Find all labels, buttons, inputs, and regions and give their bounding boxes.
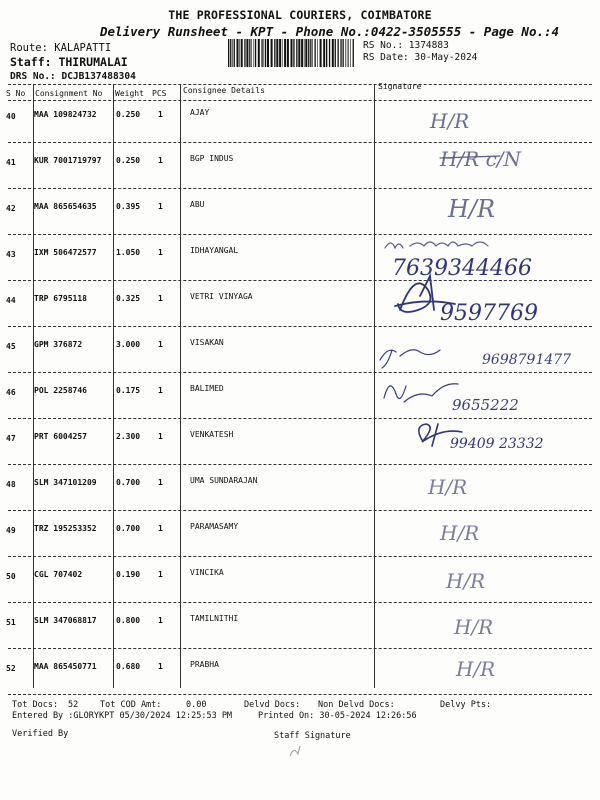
barcode-bar (320, 39, 322, 67)
barcode-bar (230, 39, 231, 67)
tot-docs-value: 52 (68, 700, 79, 710)
row-consignment: POL 2258746 (34, 386, 87, 395)
barcode-bar (276, 39, 278, 67)
row-weight: 0.175 (116, 386, 141, 395)
sig-row43-phone: 7639344466 (392, 256, 532, 281)
verified-by: Verified By (12, 729, 69, 739)
barcode-bar (265, 39, 266, 67)
barcode-bar (317, 39, 318, 67)
row-consignee: AJAY (190, 108, 210, 117)
row-weight: 0.250 (116, 156, 141, 165)
row-sno: 41 (6, 158, 16, 167)
row-pcs: 1 (158, 478, 163, 487)
row-weight: 0.250 (116, 110, 141, 119)
row-consignee: UMA SUNDARAJAN (190, 476, 258, 485)
row-separator (8, 372, 592, 373)
delvd-docs-label: Delvd Docs: (244, 700, 301, 710)
barcode-bar (284, 39, 286, 67)
row-weight: 0.680 (116, 662, 141, 671)
barcode-bar (332, 39, 334, 67)
sig-row46-phone: 9655222 (452, 396, 519, 414)
row-sno: 40 (6, 112, 16, 121)
row-weight: 0.190 (116, 570, 141, 579)
sig-row50: H/R (446, 569, 486, 593)
barcode-bar (279, 39, 281, 67)
row-consignee: PRABHA (190, 660, 219, 669)
row-consignee: PARAMASAMY (190, 522, 239, 531)
tot-docs-label: Tot Docs: (12, 700, 59, 710)
barcode-bar (312, 39, 313, 67)
row-sno: 44 (6, 296, 16, 305)
sig-row49: H/R (440, 521, 480, 545)
sig-row41: H/R c/N (440, 147, 522, 171)
staff-signature-label: Staff Signature (274, 731, 351, 741)
col-consignee: Consignee Details (183, 86, 265, 95)
row-sno: 51 (6, 618, 16, 627)
tot-cod-label: Tot COD Amt: (100, 700, 162, 710)
row-consignment: CGL 707402 (34, 570, 83, 579)
barcode-bar (310, 39, 311, 67)
col-signature: Signature (378, 82, 422, 91)
row-separator (8, 234, 592, 235)
row-pcs: 1 (158, 616, 163, 625)
sig-row45-signature (380, 350, 440, 368)
row-consignee: BGP INDUS (190, 154, 234, 163)
sig-row52: H/R (456, 657, 496, 681)
barcode-bar (305, 39, 307, 67)
row-consignee: TAMILNITHI (190, 614, 239, 623)
row-pcs: 1 (158, 386, 163, 395)
barcode-bar (338, 39, 339, 67)
tot-cod-value: 0.00 (186, 700, 207, 710)
barcode-bar (267, 39, 269, 67)
row-weight: 2.300 (116, 432, 141, 441)
barcode-bar (234, 39, 235, 67)
row-consignment: SLM 347068817 (34, 616, 97, 625)
row-separator (8, 464, 592, 465)
barcode-bar (271, 39, 273, 67)
company-name: THE PROFESSIONAL COURIERS, COIMBATORE (168, 8, 432, 22)
sig-row42: H/R (448, 195, 496, 223)
barcode-bar (293, 39, 294, 67)
row-consignee: VETRI VINYAGA (190, 292, 253, 301)
delvy-pts-label: Delvy Pts: (440, 700, 492, 710)
row-separator (8, 556, 592, 557)
row-consignment: MAA 109824732 (34, 110, 97, 119)
row-weight: 0.700 (116, 478, 141, 487)
col-divider (113, 84, 114, 688)
runsheet-title: Delivery Runsheet - KPT - Phone No.:0422-3505555 - Page No.:4 (100, 24, 560, 39)
barcode-bar (315, 39, 316, 67)
row-pcs: 1 (158, 340, 163, 349)
row-sno: 46 (6, 388, 16, 397)
barcode-bar (323, 39, 325, 67)
col-divider (180, 84, 181, 688)
staff-signature-mark (286, 740, 306, 760)
row-separator (8, 418, 592, 419)
non-delvd-docs-label: Non Delvd Docs: (318, 700, 395, 710)
rs-number: RS No.: 1374883 (363, 40, 449, 51)
barcode-bar (282, 39, 283, 67)
barcode-bar (326, 39, 327, 67)
barcode-bar (254, 39, 255, 67)
row-pcs: 1 (158, 432, 163, 441)
barcode-bar (301, 39, 303, 67)
barcode-bar (249, 39, 250, 67)
barcode-bar (237, 39, 239, 67)
sig-row51: H/R (454, 615, 494, 639)
row-consignee: IDHAYANGAL (190, 246, 239, 255)
row-separator (8, 510, 592, 511)
barcode-bar (251, 39, 252, 67)
row-consignment: MAA 865450771 (34, 662, 97, 671)
row-sno: 48 (6, 480, 16, 489)
row-weight: 0.395 (116, 202, 141, 211)
row-consignment: SLM 347101209 (34, 478, 97, 487)
barcode-bar (239, 39, 240, 67)
printed-on: Printed On: 30-05-2024 12:26:56 (258, 711, 417, 721)
rs-date: RS Date: 30-May-2024 (363, 52, 478, 63)
sig-row41-strike (440, 156, 500, 158)
row-consignee: VENKATESH (190, 430, 234, 439)
row-pcs: 1 (158, 294, 163, 303)
entered-by: Entered By :GLORYKPT 05/30/2024 12:25:53 PM (12, 711, 233, 721)
row-consignee: ABU (190, 200, 205, 209)
barcode-bar (258, 39, 260, 67)
row-consignment: IXM 506472577 (34, 248, 97, 257)
col-weight: Weight (115, 89, 144, 98)
barcode-bar (343, 39, 344, 67)
sig-row47-phone: 99409 23332 (450, 436, 544, 452)
barcode-bar (347, 39, 348, 67)
sig-row43-scribble (385, 242, 488, 248)
row-separator (8, 280, 592, 281)
sig-row45-phone: 9698791477 (482, 352, 572, 368)
barcode-bar (228, 39, 229, 67)
row-sno: 42 (6, 204, 16, 213)
row-consignee: BALIMED (190, 384, 224, 393)
row-sno: 52 (6, 664, 16, 673)
row-weight: 1.050 (116, 248, 141, 257)
barcode-bar (340, 39, 341, 67)
row-pcs: 1 (158, 248, 163, 257)
barcode-bar (255, 39, 256, 67)
row-weight: 0.325 (116, 294, 141, 303)
barcode-bar (241, 39, 243, 67)
row-pcs: 1 (158, 110, 163, 119)
sig-row44-phone: 9597769 (440, 301, 538, 326)
barcode-bar (304, 39, 305, 67)
row-consignment: TRP 6795118 (34, 294, 87, 303)
barcode-bar (287, 39, 289, 67)
row-pcs: 1 (158, 524, 163, 533)
row-consignment: PRT 6004257 (34, 432, 87, 441)
row-consignee: VINCIKA (190, 568, 224, 577)
row-consignee: VISAKAN (190, 338, 224, 347)
barcode-bar (261, 39, 262, 67)
row-separator (8, 326, 592, 327)
row-pcs: 1 (158, 662, 163, 671)
footer-rule (8, 694, 592, 695)
col-sno: S No (6, 89, 26, 98)
row-weight: 3.000 (116, 340, 141, 349)
drs-number: DRS No.: DCJB137488304 (10, 71, 136, 82)
col-pcs: PCS (152, 89, 167, 98)
sig-row47-signature (419, 424, 462, 446)
row-sno: 49 (6, 526, 16, 535)
row-pcs: 1 (158, 156, 163, 165)
sig-row48: H/R (428, 475, 468, 499)
sig-row40: H/R (430, 109, 470, 133)
header-rule-bottom (8, 100, 592, 101)
row-separator (8, 648, 592, 649)
row-separator (8, 188, 592, 189)
barcode-bar (298, 39, 300, 67)
barcode-bar (348, 39, 349, 67)
row-consignment: KUR 7001719797 (34, 156, 102, 165)
barcode (228, 39, 356, 67)
row-consignment: GPM 376872 (34, 340, 83, 349)
barcode-bar (308, 39, 309, 67)
row-sno: 47 (6, 434, 16, 443)
barcode-bar (264, 39, 265, 67)
barcode-bar (353, 39, 354, 67)
route-label: Route: KALAPATTI (10, 42, 112, 54)
barcode-bar (244, 39, 245, 67)
row-separator (8, 602, 592, 603)
row-separator (8, 142, 592, 143)
barcode-bar (329, 39, 330, 67)
row-consignment: TRZ 195253352 (34, 524, 97, 533)
row-weight: 0.700 (116, 524, 141, 533)
sig-row44-signature (395, 276, 455, 312)
barcode-bar (345, 39, 346, 67)
row-consignment: MAA 865654635 (34, 202, 97, 211)
row-sno: 45 (6, 342, 16, 351)
row-weight: 0.800 (116, 616, 141, 625)
barcode-bar (232, 39, 233, 67)
sig-row46-signature (384, 384, 458, 402)
col-consignment: Consignment No (35, 89, 103, 98)
row-sno: 43 (6, 250, 16, 259)
barcode-bar (246, 39, 248, 67)
header-rule-top (8, 84, 592, 85)
barcode-bar (296, 39, 297, 67)
row-pcs: 1 (158, 570, 163, 579)
col-divider (374, 84, 375, 688)
barcode-bar (350, 39, 351, 67)
row-sno: 50 (6, 572, 16, 581)
barcode-bar (291, 39, 293, 67)
barcode-bar (335, 39, 336, 67)
staff-label: Staff: THIRUMALAI (10, 55, 128, 69)
row-pcs: 1 (158, 202, 163, 211)
barcode-bar (274, 39, 275, 67)
